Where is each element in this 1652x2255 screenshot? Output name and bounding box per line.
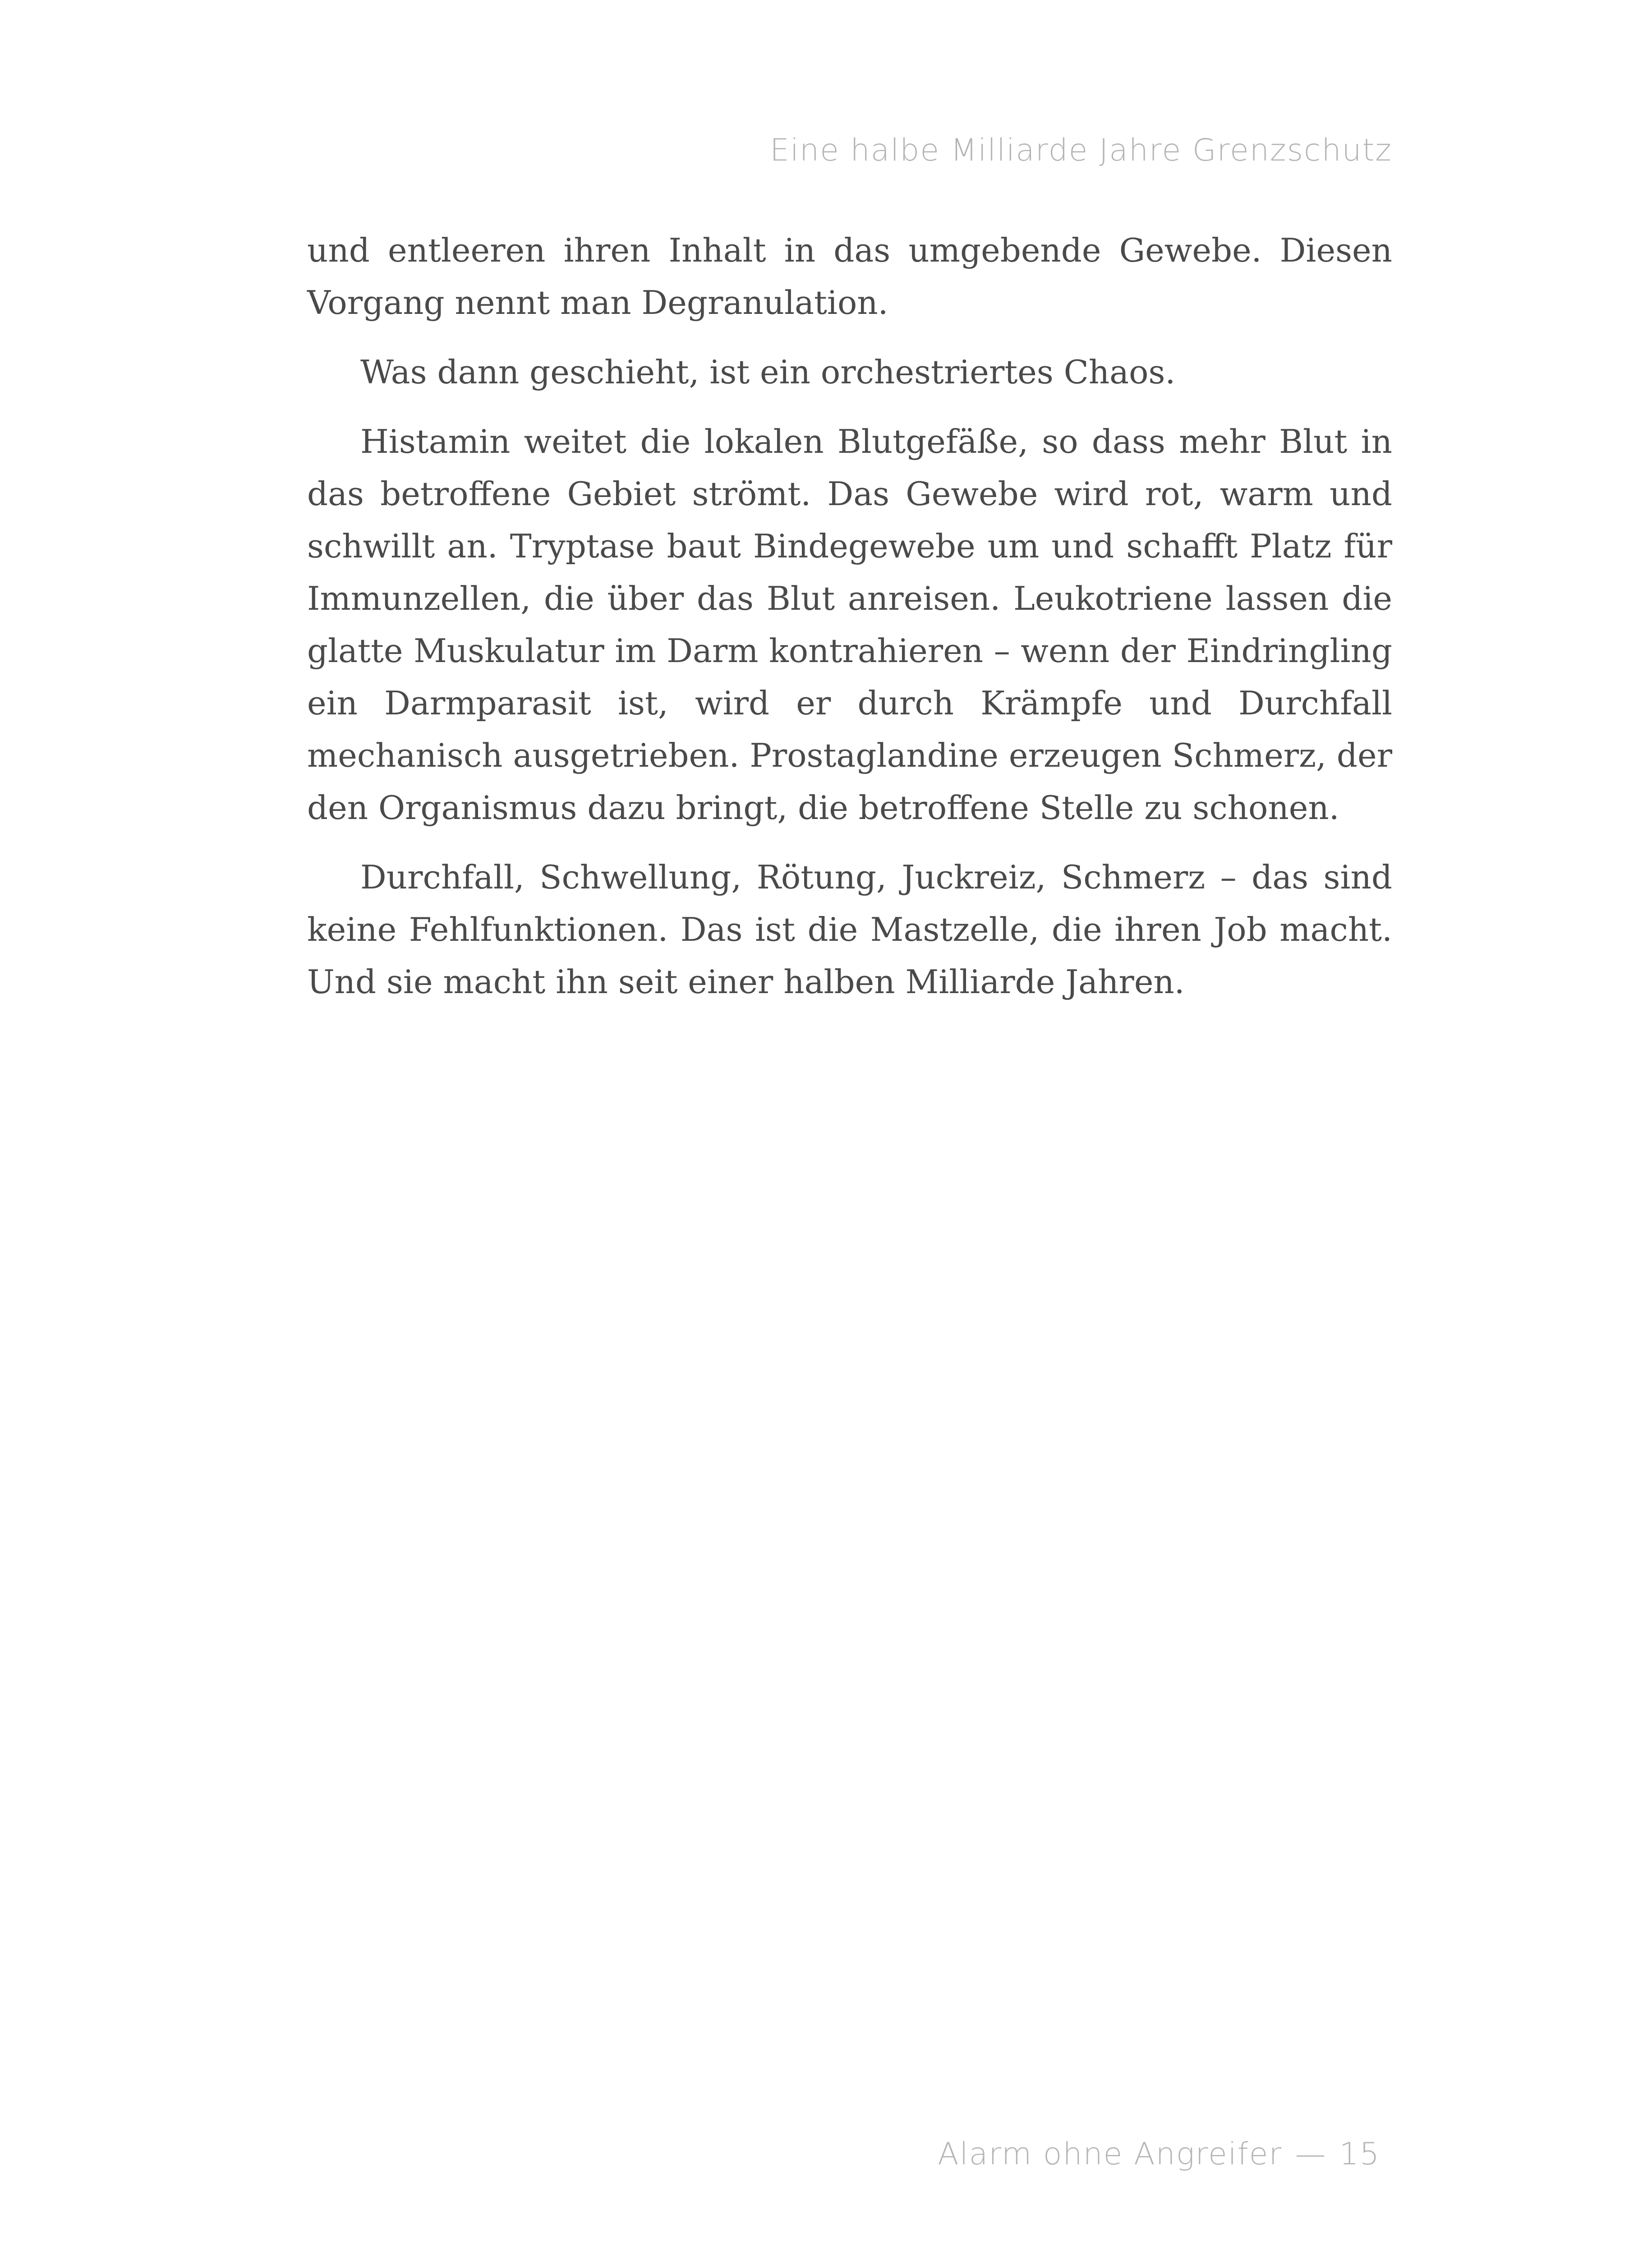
paragraph-mediators: Histamin weitet die lokalen Blutgefäße, so dass mehr Blut in das betroffene Gebiet strömt. Das Gewebe wird rot, warm und schwillt an. Tryptase baut Bindegewebe um und schafft Platz für Immunzellen, die über das Blut anreisen. Leukotriene lassen die glatte Muskulatur im Darm kontrahieren – wenn der Eindringling ein Darmparasit ist, wird er durch Krämpfe und Durchfall mechanisch ausgetrieben. Prostaglandine erzeugen Schmerz, der den Organismus dazu bringt, die betroffene Stelle zu schonen.	[307, 423, 1392, 827]
paragraph-chaos: Was dann geschieht, ist ein orchestriertes Chaos.	[360, 353, 1176, 391]
page-number: 15	[1339, 2136, 1380, 2172]
footer-separator: —	[1295, 2136, 1327, 2172]
footer-chapter-title: Alarm ohne Angreifer	[938, 2136, 1283, 2172]
running-header: Eine halbe Milliarde Jahre Grenzschutz	[770, 133, 1392, 168]
page-footer	[938, 2132, 1380, 2177]
paragraph-degranulation: und entleeren ihren Inhalt in das umgebende Gewebe. Diesen Vorgang nennt man Degranulation.	[307, 231, 1392, 322]
paragraph-symptoms: Durchfall, Schwellung, Rötung, Juckreiz, Schmerz – das sind keine Fehlfunktionen. Das ist die Mastzelle, die ihren Job macht. Und sie macht ihn seit einer halben Milliarde Jahren.	[307, 858, 1392, 1001]
body-text	[307, 224, 1392, 1025]
